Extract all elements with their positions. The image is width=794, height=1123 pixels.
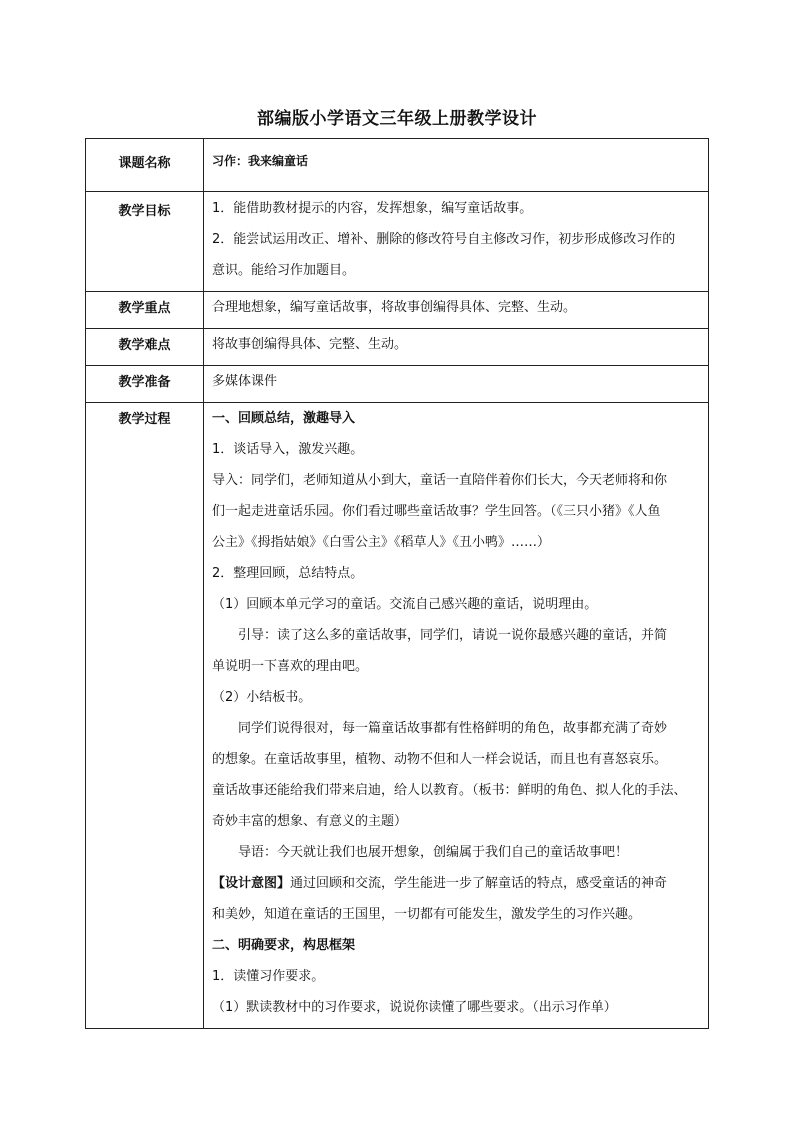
content-goals [204, 192, 709, 292]
process-line: 1．读懂习作要求。 [212, 969, 325, 984]
label-preparation: 教学准备 [86, 366, 204, 403]
process-line: 引导：读了这么多的童话故事，同学们，请说一说你最感兴趣的童话，并简 [238, 628, 668, 643]
design-intent-text: 通过回顾和交流，学生能进一步了解童话的特点，感受童话的神奇 [290, 876, 668, 891]
table-row-difficulties [86, 329, 709, 366]
label-goals: 教学目标 [86, 192, 204, 292]
content-key-points [204, 292, 709, 329]
process-line: 公主》《拇指姑娘》《白雪公主》《稻草人》《丑小鸭》……） [212, 535, 551, 550]
table-row-topic [86, 139, 709, 192]
content-difficulties [204, 329, 709, 366]
process-line: 奇妙丰富的想象、有意义的主题） [212, 814, 408, 829]
difficulties-text: 将故事创编得具体、完整、生动。 [212, 337, 408, 352]
process-line: 的想象。在童话故事里，植物、动物不但和人一样会说话，而且也有喜怒哀乐。 [212, 752, 668, 767]
key-points-text: 合理地想象，编写童话故事，将故事创编得具体、完整、生动。 [212, 300, 577, 315]
table-row-process [86, 403, 709, 1029]
process-line: 导语：今天就让我们也展开想象，创编属于我们自己的童话故事吧！ [238, 845, 629, 860]
content-preparation [204, 366, 709, 403]
process-line: 导入：同学们，老师知道从小到大，童话一直陪伴着你们长大，今天老师将和你 [212, 473, 668, 488]
label-difficulties: 教学难点 [86, 329, 204, 366]
design-intent-tag: 【设计意图】 [212, 876, 291, 891]
table-row-key-points [86, 292, 709, 329]
goal-line: 意识。能给习作加题目。 [212, 263, 356, 278]
process-line: 2．整理回顾，总结特点。 [212, 566, 364, 581]
label-key-points: 教学重点 [86, 292, 204, 329]
document-title: 部编版小学语文三年级上册教学设计 [257, 109, 537, 129]
label-process: 教学过程 [86, 403, 204, 1029]
lesson-plan-table [85, 138, 709, 1029]
label-topic-name: 课题名称 [86, 139, 204, 192]
section-heading: 一、回顾总结，激趣导入 [212, 411, 356, 426]
content-topic-name: 习作：我来编童话 [204, 139, 709, 192]
goal-line: 1．能借助教材提示的内容，发挥想象，编写童话故事。 [212, 201, 533, 216]
process-line: 们一起走进童话乐园。你们看过哪些童话故事？学生回答。（《三只小猪》《人鱼 [212, 504, 661, 519]
design-intent-line [212, 873, 700, 904]
section-heading: 二、明确要求，构思框架 [212, 938, 356, 953]
goal-line: 2．能尝试运用改正、增补、删除的修改符号自主修改习作，初步形成修改习作的 [212, 232, 676, 247]
process-line: （1）默读教材中的习作要求，说说你读懂了哪些要求。（出示习作单） [212, 1000, 617, 1015]
preparation-text: 多媒体课件 [212, 374, 278, 389]
table-row-goals [86, 192, 709, 292]
process-line: 1．谈话导入，激发兴趣。 [212, 442, 364, 457]
process-line: 同学们说得很对，每一篇童话故事都有性格鲜明的角色，故事都充满了奇妙 [238, 721, 668, 736]
content-process [204, 403, 709, 1029]
process-line: （2）小结板书。 [212, 690, 312, 705]
table-row-preparation [86, 366, 709, 403]
process-line: （1）回顾本单元学习的童话。交流自己感兴趣的童话，说明理由。 [212, 597, 598, 612]
process-line: 和美妙，知道在童话的王国里，一切都有可能发生，激发学生的习作兴趣。 [212, 907, 642, 922]
process-line: 童话故事还能给我们带来启迪，给人以教育。（板书：鲜明的角色、拟人化的手法、 [212, 783, 687, 798]
process-line: 单说明一下喜欢的理由吧。 [212, 659, 369, 674]
